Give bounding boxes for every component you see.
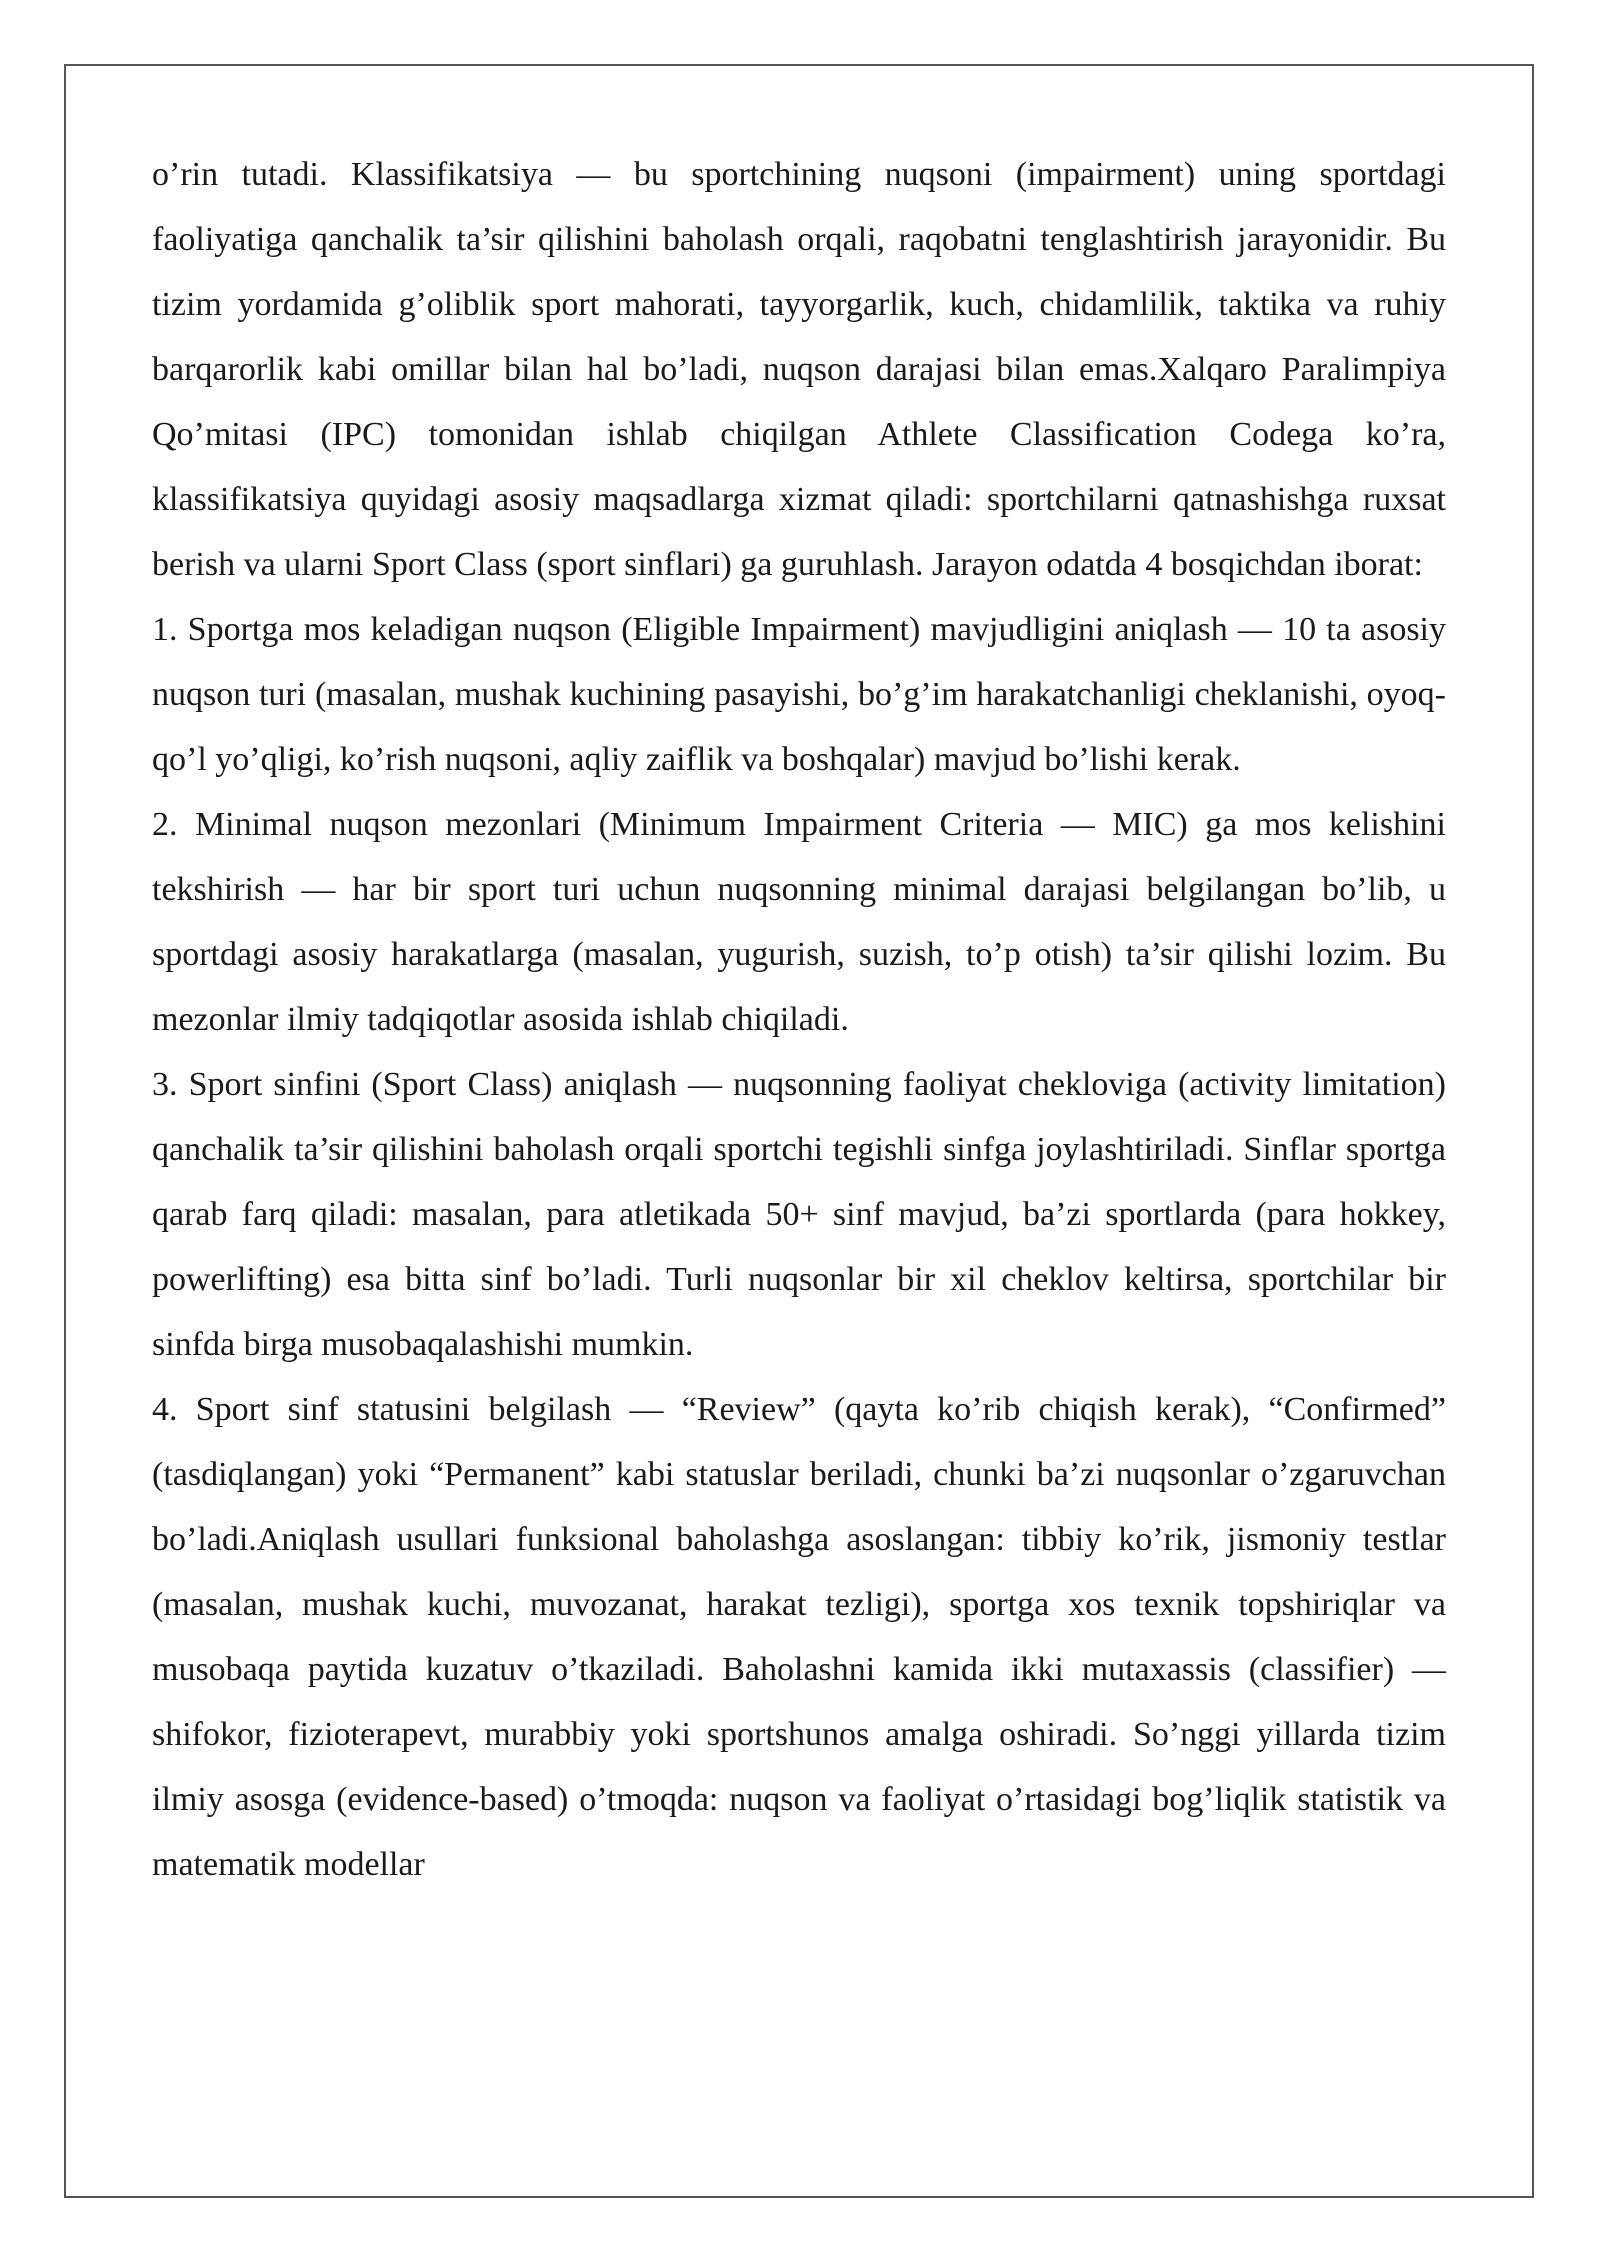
paragraph-step-4: 4. Sport sinf statusini belgilash — “Review” (qayta ko’rib chiqish kerak), “Confirmed” (tasdiqlangan) yoki “Permanent” kabi statuslar beriladi, chunki ba’zi nuqsonlar o’zgaruvchan bo’ladi.Aniqlash usullari funksional baholashga asoslangan: tibbiy ko’rik, jismoniy testlar (masalan, mushak kuchi, muvozanat, harakat tezligi), sportga xos texnik topshiriqlar va musobaqa paytida kuzatuv o’tkaziladi. Baholashni kamida ikki mutaxassis (classifier) — shifokor, fizioterapevt, murabbiy yoki sportshunos amalga oshiradi. So’nggi yillarda tizim ilmiy asosga (evidence-based) o’tmoqda: nuqson va faoliyat o’rtasidagi bog’liqlik statistik va matematik modellar <box>152 1391 1446 1883</box>
paragraph-step-3: 3. Sport sinfini (Sport Class) aniqlash — nuqsonning faoliyat chekloviga (activity limitation) qanchalik ta’sir qilishini baholash orqali sportchi tegishli sinfga joylashtiriladi. Sinflar sportga qarab farq qiladi: masalan, para atletikada 50+ sinf mavjud, ba’zi sportlarda (para hokkey, powerlifting) esa bitta sinf bo’ladi. Turli nuqsonlar bir xil cheklov keltirsa, sportchilar bir sinfda birga musobaqalashishi mumkin. <box>152 1066 1446 1363</box>
paragraph-step-1: 1. Sportga mos keladigan nuqson (Eligible Impairment) mavjudligini aniqlash — 10 ta asosiy nuqson turi (masalan, mushak kuchining pasayishi, bo’g’im harakatchanligi cheklanishi, oyoq-qo’l yo’qligi, ko’rish nuqsoni, aqliy zaiflik va boshqalar) mavjud bo’lishi kerak. <box>152 611 1446 778</box>
document-body <box>152 142 1446 1897</box>
paragraph-intro: o’rin tutadi. Klassifikatsiya — bu sportchining nuqsoni (impairment) uning sportdagi faoliyatiga qanchalik ta’sir qilishini baholash orqali, raqobatni tenglashtirish jarayonidir. Bu tizim yordamida g’oliblik sport mahorati, tayyorgarlik, kuch, chidamlilik, taktika va ruhiy barqarorlik kabi omillar bilan hal bo’ladi, nuqson darajasi bilan emas.Xalqaro Paralimpiya Qo’mitasi (IPC) tomonidan ishlab chiqilgan Athlete Classification Codega ko’ra, klassifikatsiya quyidagi asosiy maqsadlarga xizmat qiladi: sportchilarni qatnashishga ruxsat berish va ularni Sport Class (sport sinflari) ga guruhlash. Jarayon odatda 4 bosqichdan iborat: <box>152 156 1446 583</box>
paragraph-step-2: 2. Minimal nuqson mezonlari (Minimum Impairment Criteria — MIC) ga mos kelishini tekshirish — har bir sport turi uchun nuqsonning minimal darajasi belgilangan bo’lib, u sportdagi asosiy harakatlarga (masalan, yugurish, suzish, to’p otish) ta’sir qilishi lozim. Bu mezonlar ilmiy tadqiqotlar asosida ishlab chiqiladi. <box>152 806 1446 1038</box>
